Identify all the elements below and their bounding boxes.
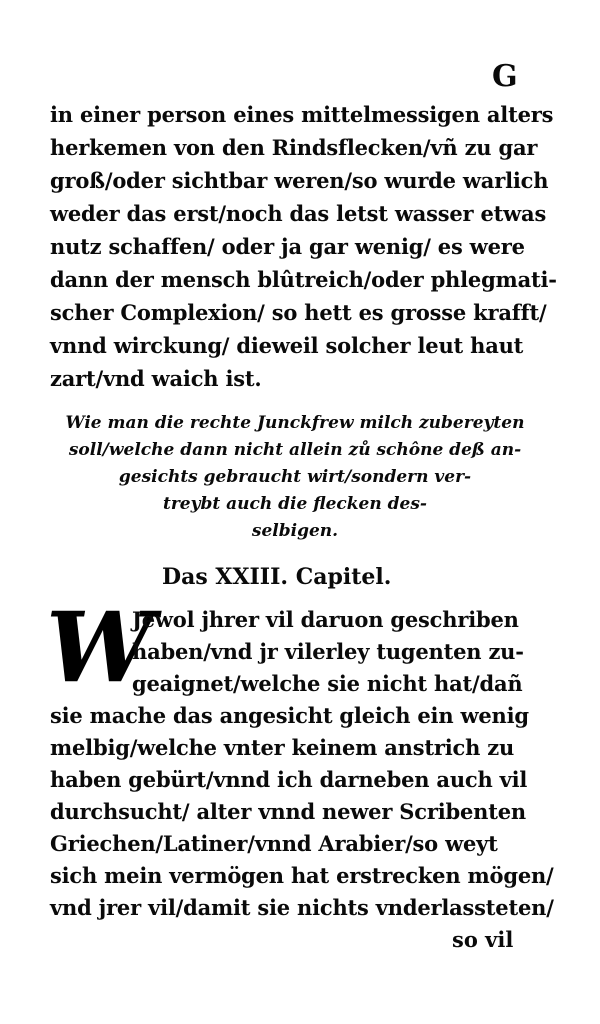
heading-line: selbigen. bbox=[251, 521, 339, 541]
text-line: Griechen/Latiner/vnnd Arabier/so weyt bbox=[50, 831, 498, 856]
catchword: so vil bbox=[452, 927, 514, 952]
folio-mark: G bbox=[492, 59, 518, 94]
text-line: sie mache das angesicht gleich ein wenig bbox=[50, 703, 529, 728]
heading-line: gesichts gebraucht wirt/sondern ver- bbox=[118, 467, 472, 487]
text-line: nutz schaffen/ oder ja gar wenig/ es were bbox=[50, 234, 525, 259]
text-line: geaignet/welche sie nicht hat/dañ bbox=[132, 671, 523, 696]
heading-line: soll/welche dann nicht allein zů schône deß an- bbox=[68, 440, 522, 460]
text-line: scher Complexion/ so hett es grosse krafft/ bbox=[50, 300, 547, 325]
heading-line: Wie man die rechte Junckfrew milch zubereyten bbox=[65, 413, 525, 433]
heading-line: treybt auch die flecken des- bbox=[163, 494, 427, 514]
chapter-title: Das XXIII. Capitel. bbox=[162, 564, 392, 590]
paragraph-2 bbox=[50, 604, 554, 924]
text-line: Jewol jhrer vil daruon geschriben bbox=[132, 607, 519, 632]
text-line: groß/oder sichtbar weren/so wurde warlich bbox=[50, 168, 549, 193]
text-line: zart/vnd waich ist. bbox=[50, 366, 262, 391]
text-line: sich mein vermögen hat erstrecken mögen/ bbox=[50, 863, 554, 888]
text-line: melbig/welche vnter keinem anstrich zu bbox=[50, 735, 515, 760]
text-line: durchsucht/ alter vnnd newer Scribenten bbox=[50, 799, 526, 824]
text-line: dann der mensch blûtreich/oder phlegmati- bbox=[50, 267, 557, 292]
text-line: herkemen von den Rindsflecken/vñ zu gar bbox=[50, 135, 538, 160]
text-line: in einer person eines mittelmessigen alters bbox=[50, 102, 554, 127]
drop-cap-initial: W bbox=[46, 591, 154, 704]
text-line: haben/vnd jr vilerley tugenten zu- bbox=[132, 639, 524, 664]
text-line: vnnd wirckung/ dieweil solcher leut haut bbox=[50, 333, 524, 358]
text-line: haben gebürt/vnnd ich darneben auch vil bbox=[50, 767, 528, 792]
text-line: weder das erst/noch das letst wasser etwas bbox=[50, 201, 547, 226]
section-heading bbox=[50, 410, 540, 545]
text-line: vnd jrer vil/damit sie nichts vnderlassteten/ bbox=[50, 895, 554, 920]
paragraph-1 bbox=[50, 98, 557, 395]
